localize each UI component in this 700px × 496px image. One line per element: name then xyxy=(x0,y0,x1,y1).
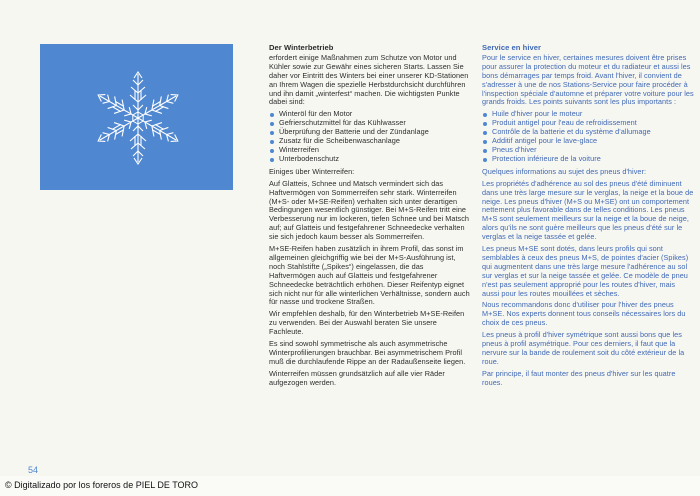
list-item: Huile d'hiver pour le moteur xyxy=(482,110,694,119)
paragraph: Les pneus M+SE sont dotés, dans leurs profils qui sont semblables à ceux des pneus M+S, de pointes d'acier (Spikes) qui augmentent dans une très large mesure l'adhérence au sol sur verglas et sur la neige tassée et gelée. Ce modèle de pneu n'est pas seulement approprié pour les routes d'hiver, mais aussi pour les routes mouillées et sèches. xyxy=(482,244,689,298)
bullet-icon xyxy=(483,140,487,144)
bullet-icon xyxy=(270,149,274,153)
snowflake-icon xyxy=(40,44,233,190)
french-column xyxy=(482,44,694,391)
list-item: Protection inférieure de la voiture xyxy=(482,155,694,164)
bullet-icon xyxy=(270,122,274,126)
list-item: Zusatz für die Scheibenwaschanlage xyxy=(269,137,471,146)
bullet-icon xyxy=(483,131,487,135)
paragraph: Par principe, il faut monter des pneus d'hiver sur les quatre roues. xyxy=(482,368,676,387)
paragraph: Es sind sowohl symmetrische als auch asymmetrische Winterprofilierungen brauchbar. Bei asymmetrischem Profil muß die durchlaufende Rippe an der Radaußenseite liegen. xyxy=(269,339,466,366)
scan-credit: © Digitalizado por los foreros de PIEL DE TORO xyxy=(5,480,199,490)
french-title: Service en hiver xyxy=(482,43,542,52)
paragraph: M+SE-Reifen haben zusätzlich in ihrem Profil, das sonst im allgemeinen gleichgriffig wie bei der M+S-Ausführung ist, noch Stahlstifte („Spikes“) eingelassen, die das Haftvermögen auch auf Glatteis und festgefahrener Schneedecke beträchtlich erhöhen. Dieser Reifentyp eignet sich nicht nur für alle winterlichen Verhältnisse, sondern auch für nasse und trockene Straßen. xyxy=(269,244,470,307)
list-item: Gefrierschutzmittel für das Kühlwasser xyxy=(269,119,471,128)
list-item: Contrôle de la batterie et du système d'allumage xyxy=(482,128,694,137)
page-number: 54 xyxy=(28,465,39,475)
list-item: Überprüfung der Batterie und der Zündanlage xyxy=(269,128,471,137)
bullet-icon xyxy=(270,131,274,135)
snowflake-illustration xyxy=(40,44,233,190)
paragraph: Les pneus à profil d'hiver symétrique sont aussi bons que les pneus à profil asymétrique. Pour ces derniers, il faut que la nervure sur la bande de roulement soit du côté extérieur de la roue. xyxy=(482,330,685,366)
list-item: Unterbodenschutz xyxy=(269,155,471,164)
paragraph: Auf Glatteis, Schnee und Matsch vermindert sich das Haftvermögen von Sommerreifen sehr stark. Winterreifen (M+S- oder M+SE-Reifen) verhalten sich unter derartigen Bedingungen wesentlich günstiger. Bei M+S-Reifen tritt eine Verbesserung nur im lockeren, tiefen Schnee und bei Matsch auf; auf Glatteis und festgefahrener Schneedecke verhalten sie sich jedoch kaum besser als Sommerreifen. xyxy=(269,178,470,242)
german-intro: erfordert einige Maßnahmen zum Schutze von Motor und Kühler sowie zur Gewähr eines sicheren Starts. Lassen Sie daher vor Eintritt des Winters bei einer unserer KD-Stationen an Ihrem Wagen die spezielle Herbstdurchsicht durchführen und ihn damit „winterfest“ machen. Die wichtigsten Punkte dabei sind: xyxy=(269,52,469,107)
bullet-icon xyxy=(483,122,487,126)
french-intro: Pour le service en hiver, certaines mesures doivent être prises pour assurer la protection du moteur et du radiateur et aussi les bons démarrages par temps froid. Avant l'hiver, il convient de s'adresser à une de nos Stations-Service pour faire procéder à l'inspection spéciale d'automne et préparer votre voiture pour les grands froids. Les points suivants sont les plus importants : xyxy=(482,52,694,107)
german-checklist xyxy=(269,110,471,163)
bullet-icon xyxy=(483,149,487,153)
bullet-icon xyxy=(270,113,274,117)
bullet-icon xyxy=(270,140,274,144)
german-column xyxy=(269,44,471,391)
list-item: Produit antigel pour l'eau de refroidissement xyxy=(482,119,694,128)
list-item: Winterreifen xyxy=(269,146,471,155)
german-title: Der Winterbetrieb xyxy=(269,43,334,52)
paragraph: Wir empfehlen deshalb, für den Winterbetrieb M+SE-Reifen zu verwenden. Bei der Auswahl beraten Sie unsere Fachleute. xyxy=(269,309,465,337)
paragraph: Les propriétés d'adhérence au sol des pneus d'été diminuent dans une très large mesure sur le verglas, la neige et la boue de neige. Les pneus d'hiver (M+S ou M+SE) ont un comportement nettement plus favorable dans de telles conditions. Les pneus M+S sont seulement meilleurs sur la neige et la boue de neige, alors qu'ils ne sont guère meilleurs que les pneus d'été sur le verglas et la neige tassée et gelée. xyxy=(482,178,694,242)
german-tires-heading: Einiges über Winterreifen: xyxy=(269,166,355,176)
bullet-icon xyxy=(483,158,487,162)
french-tires-heading: Quelques informations au sujet des pneus d'hiver: xyxy=(482,166,647,176)
list-item: Winteröl für den Motor xyxy=(269,110,471,119)
list-item: Pneus d'hiver xyxy=(482,146,694,155)
paragraph: Nous recommandons donc d'utiliser pour l'hiver des pneus M+SE. Nos experts donnent tous conseils nécessaires lors du choix de ces pneus. xyxy=(482,300,686,328)
paragraph: Winterreifen müssen grundsätzlich auf alle vier Räder aufgezogen werden. xyxy=(269,368,445,387)
bullet-icon xyxy=(270,158,274,162)
bullet-icon xyxy=(483,113,487,117)
french-checklist xyxy=(482,110,694,163)
list-item: Additif antigel pour le lave-glace xyxy=(482,137,694,146)
